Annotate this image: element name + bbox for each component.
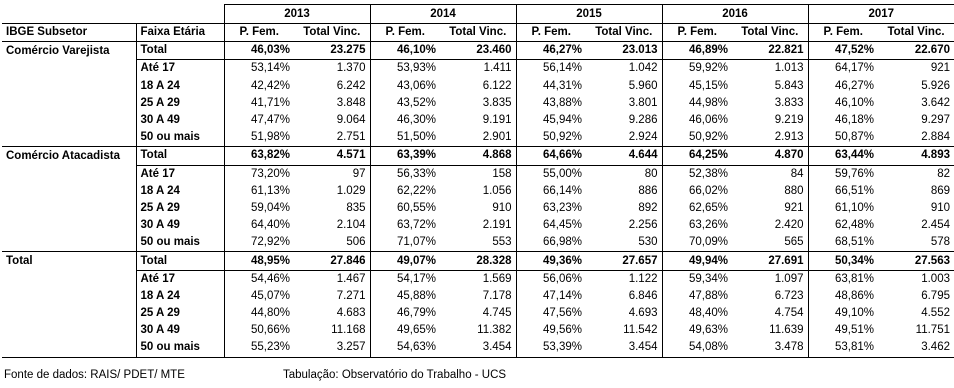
table-row [2,129,954,147]
p-fem-cell: 63,81% [808,270,878,288]
p-fem-cell: 48,86% [808,288,878,305]
p-fem-cell: 43,52% [370,95,440,112]
column-header-pfem: P. Fem. [224,24,294,42]
total-vinc-cell: 2.884 [878,129,954,147]
tabulation-note: Tabulação: Observatório do Trabalho - UCS [283,369,507,381]
p-fem-cell: 62,65% [662,200,732,217]
p-fem-cell: 70,09% [662,234,732,252]
total-vinc-cell: 4.552 [921,307,950,320]
faixa-etaria-cell: 30 A 49 [136,112,224,129]
total-vinc-cell: 910 [930,201,950,214]
total-vinc-cell: 506 [294,234,370,252]
total-vinc-cell: 1.029 [336,184,366,197]
column-header-subsetor: IBGE Subsetor [2,24,136,42]
total-vinc-cell: 1.411 [483,62,512,75]
total-vinc-cell: 4.754 [774,307,804,320]
total-vinc-cell: 9.219 [774,114,804,127]
section-total-row [2,147,954,165]
total-vinc-cell: 921 [784,201,804,214]
total-vinc-cell: 880 [784,184,804,197]
total-vinc-cell: 2.104 [336,219,366,232]
p-fem-cell: 46,18% [808,112,878,129]
year-header: 2016 [662,5,808,24]
total-vinc-cell: 27.846 [294,252,370,270]
faixa-etaria-cell: Total [136,252,224,270]
p-fem-cell: 59,34% [662,270,732,288]
total-vinc-cell: 9.064 [336,114,366,127]
p-fem-cell: 59,04% [224,200,294,217]
p-fem-cell: 54,63% [370,339,440,357]
total-vinc-cell: 1.003 [921,272,950,285]
p-fem-cell: 47,14% [516,288,586,305]
p-fem-cell: 71,07% [370,234,440,252]
p-fem-cell: 54,08% [662,339,732,357]
p-fem-cell: 45,15% [662,78,732,95]
total-vinc-cell: 1.013 [774,62,804,75]
column-header-total-vinc: Total Vinc. [294,24,370,42]
p-fem-cell: 43,88% [516,95,586,112]
column-header-row [2,24,954,42]
year-header-row [2,5,954,24]
total-vinc-cell: 11.751 [915,324,950,337]
p-fem-cell: 46,89% [662,42,732,60]
total-vinc-cell: 1.056 [482,184,512,197]
faixa-etaria-cell: 18 A 24 [136,183,224,200]
p-fem-cell: 64,25% [662,147,732,165]
total-vinc-cell: 2.913 [732,129,808,147]
p-fem-cell: 53,93% [370,60,440,78]
total-vinc-cell: 2.420 [774,219,804,232]
total-vinc-cell: 27.563 [878,252,954,270]
p-fem-cell: 51,98% [224,129,294,147]
column-header-total-vinc: Total Vinc. [878,24,954,42]
column-header-pfem: P. Fem. [370,24,440,42]
total-vinc-cell: 9.297 [921,114,950,127]
column-header-pfem: P. Fem. [516,24,586,42]
faixa-etaria-cell: Total [136,42,224,60]
faixa-etaria-cell: Até 17 [136,60,224,78]
total-vinc-cell: 7.271 [336,289,366,302]
total-vinc-cell: 835 [346,201,366,214]
total-vinc-cell: 27.691 [732,252,808,270]
p-fem-cell: 47,88% [662,288,732,305]
p-fem-cell: 46,30% [370,112,440,129]
table-row [2,78,954,95]
total-vinc-cell: 11.542 [623,324,658,337]
p-fem-cell: 44,98% [662,95,732,112]
p-fem-cell: 66,14% [516,183,586,200]
p-fem-cell: 48,40% [662,305,732,322]
faixa-etaria-cell: Até 17 [136,270,224,288]
column-header-pfem: P. Fem. [662,24,732,42]
faixa-etaria-cell: Até 17 [136,165,224,183]
year-header: 2015 [516,5,662,24]
total-vinc-cell: 6.242 [336,79,366,92]
p-fem-cell: 62,22% [370,183,440,200]
total-vinc-cell: 23.013 [586,42,662,60]
p-fem-cell: 63,72% [370,217,440,234]
p-fem-cell: 59,92% [662,60,732,78]
p-fem-cell: 66,02% [662,183,732,200]
total-vinc-cell: 910 [492,201,512,214]
total-vinc-cell: 9.286 [628,114,658,127]
total-vinc-cell: 4.868 [440,147,516,165]
p-fem-cell: 44,31% [516,78,586,95]
total-vinc-cell: 578 [878,234,954,252]
p-fem-cell: 72,92% [224,234,294,252]
table-row [2,322,954,339]
subsetor-name: Total [6,254,33,267]
total-vinc-cell: 892 [638,201,658,214]
faixa-etaria-cell: Total [136,147,224,165]
p-fem-cell: 46,79% [370,305,440,322]
total-vinc-cell: 1.370 [336,62,366,75]
p-fem-cell: 53,39% [516,339,586,357]
total-vinc-cell: 6.122 [482,79,512,92]
year-header: 2013 [224,5,370,24]
total-vinc-cell: 1.097 [774,272,804,285]
total-vinc-cell: 2.924 [586,129,662,147]
p-fem-cell: 46,27% [808,78,878,95]
table-row [2,288,954,305]
year-header: 2014 [370,5,516,24]
total-vinc-cell: 5.960 [628,79,658,92]
faixa-etaria-cell: 50 ou mais [136,339,224,357]
p-fem-cell: 73,20% [224,165,294,183]
faixa-etaria-cell: 25 A 29 [136,305,224,322]
total-vinc-cell: 3.478 [732,339,808,357]
p-fem-cell: 51,50% [370,129,440,147]
total-vinc-cell: 3.642 [921,96,950,109]
p-fem-cell: 50,92% [516,129,586,147]
table-row [2,270,954,288]
column-header-total-vinc: Total Vinc. [732,24,808,42]
total-vinc-cell: 2.454 [921,219,950,232]
p-fem-cell: 43,06% [370,78,440,95]
year-header: 2017 [808,5,954,24]
p-fem-cell: 49,10% [808,305,878,322]
total-vinc-cell: 82 [937,167,950,180]
total-vinc-cell: 3.454 [586,339,662,357]
faixa-etaria-cell: 18 A 24 [136,288,224,305]
p-fem-cell: 63,44% [808,147,878,165]
total-vinc-cell: 2.256 [628,219,658,232]
p-fem-cell: 64,17% [808,60,878,78]
p-fem-cell: 63,23% [516,200,586,217]
p-fem-cell: 49,51% [808,322,878,339]
table-row [2,165,954,183]
total-vinc-cell: 4.893 [878,147,954,165]
faixa-etaria-cell: 50 ou mais [136,234,224,252]
total-vinc-cell: 565 [732,234,808,252]
p-fem-cell: 66,51% [808,183,878,200]
p-fem-cell: 61,13% [224,183,294,200]
total-vinc-cell: 3.833 [774,96,804,109]
p-fem-cell: 46,03% [224,42,294,60]
p-fem-cell: 50,66% [224,322,294,339]
total-vinc-cell: 4.683 [336,307,366,320]
table-row [2,183,954,200]
total-vinc-cell: 11.639 [769,324,804,337]
p-fem-cell: 47,47% [224,112,294,129]
faixa-etaria-cell: 30 A 49 [136,322,224,339]
section-total-row [2,252,954,270]
total-vinc-cell: 2.191 [482,219,512,232]
p-fem-cell: 50,92% [662,129,732,147]
total-vinc-cell: 1.569 [482,272,512,285]
p-fem-cell: 54,46% [224,270,294,288]
total-vinc-cell: 97 [352,167,366,180]
p-fem-cell: 49,07% [370,252,440,270]
total-vinc-cell: 2.901 [440,129,516,147]
total-vinc-cell: 530 [586,234,662,252]
column-header-total-vinc: Total Vinc. [440,24,516,42]
column-header-pfem: P. Fem. [808,24,878,42]
p-fem-cell: 52,38% [662,165,732,183]
total-vinc-cell: 3.801 [628,96,658,109]
p-fem-cell: 63,39% [370,147,440,165]
total-vinc-cell: 84 [790,167,804,180]
table-row [2,95,954,112]
total-vinc-cell: 23.275 [294,42,370,60]
total-vinc-cell: 3.462 [878,339,954,357]
table-row [2,112,954,129]
p-fem-cell: 55,00% [516,165,586,183]
faixa-etaria-cell: 18 A 24 [136,78,224,95]
faixa-etaria-cell: 25 A 29 [136,95,224,112]
source-note: Fonte de dados: RAIS/ PDET/ MTE [4,369,185,381]
column-header-faixa: Faixa Etária [136,24,224,42]
total-vinc-cell: 4.571 [294,147,370,165]
p-fem-cell: 45,88% [370,288,440,305]
table-row [2,217,954,234]
total-vinc-cell: 11.382 [477,324,512,337]
faixa-etaria-cell: 25 A 29 [136,200,224,217]
table-row [2,200,954,217]
total-vinc-cell: 27.657 [586,252,662,270]
total-vinc-cell: 9.191 [482,114,512,127]
p-fem-cell: 49,65% [370,322,440,339]
table-row [2,234,954,252]
p-fem-cell: 53,81% [808,339,878,357]
p-fem-cell: 46,10% [370,42,440,60]
total-vinc-cell: 6.846 [628,289,658,302]
faixa-etaria-cell: 50 ou mais [136,129,224,147]
p-fem-cell: 60,55% [370,200,440,217]
total-vinc-cell: 6.723 [774,289,804,302]
total-vinc-cell: 4.870 [732,147,808,165]
p-fem-cell: 66,98% [516,234,586,252]
p-fem-cell: 46,10% [808,95,878,112]
p-fem-cell: 56,33% [370,165,440,183]
p-fem-cell: 44,80% [224,305,294,322]
p-fem-cell: 64,66% [516,147,586,165]
total-vinc-cell: 1.467 [336,272,366,285]
total-vinc-cell: 886 [638,184,658,197]
total-vinc-cell: 22.821 [732,42,808,60]
p-fem-cell: 55,23% [224,339,294,357]
p-fem-cell: 63,82% [224,147,294,165]
subsetor-name: Comércio Atacadista [6,149,120,162]
p-fem-cell: 46,27% [516,42,586,60]
total-vinc-cell: 921 [930,62,950,75]
p-fem-cell: 49,36% [516,252,586,270]
p-fem-cell: 50,87% [808,129,878,147]
section-total-row [2,42,954,60]
p-fem-cell: 49,94% [662,252,732,270]
p-fem-cell: 54,17% [370,270,440,288]
total-vinc-cell: 4.693 [628,307,658,320]
total-vinc-cell: 3.454 [440,339,516,357]
p-fem-cell: 45,94% [516,112,586,129]
table-body [2,42,954,357]
total-vinc-cell: 5.926 [921,79,950,92]
table-row [2,60,954,78]
p-fem-cell: 64,45% [516,217,586,234]
p-fem-cell: 61,10% [808,200,878,217]
p-fem-cell: 42,42% [224,78,294,95]
total-vinc-cell: 869 [930,184,950,197]
total-vinc-cell: 80 [644,167,658,180]
total-vinc-cell: 5.843 [774,79,804,92]
p-fem-cell: 63,26% [662,217,732,234]
table-row [2,305,954,322]
total-vinc-cell: 553 [440,234,516,252]
total-vinc-cell: 3.848 [336,96,366,109]
p-fem-cell: 49,63% [662,322,732,339]
column-header-total-vinc: Total Vinc. [586,24,662,42]
p-fem-cell: 49,56% [516,322,586,339]
total-vinc-cell: 6.795 [921,289,950,302]
total-vinc-cell: 1.042 [628,62,658,75]
p-fem-cell: 62,48% [808,217,878,234]
p-fem-cell: 48,95% [224,252,294,270]
total-vinc-cell: 22.670 [878,42,954,60]
total-vinc-cell: 11.168 [331,324,366,337]
p-fem-cell: 47,52% [808,42,878,60]
p-fem-cell: 46,06% [662,112,732,129]
p-fem-cell: 59,76% [808,165,878,183]
total-vinc-cell: 3.835 [482,96,512,109]
data-table [2,4,954,358]
p-fem-cell: 53,14% [224,60,294,78]
total-vinc-cell: 3.257 [294,339,370,357]
p-fem-cell: 68,51% [808,234,878,252]
total-vinc-cell: 4.644 [586,147,662,165]
total-vinc-cell: 23.460 [440,42,516,60]
p-fem-cell: 45,07% [224,288,294,305]
p-fem-cell: 56,06% [516,270,586,288]
p-fem-cell: 50,34% [808,252,878,270]
subsetor-name: Comércio Varejista [6,44,110,57]
total-vinc-cell: 158 [492,167,512,180]
p-fem-cell: 64,40% [224,217,294,234]
p-fem-cell: 41,71% [224,95,294,112]
total-vinc-cell: 28.328 [440,252,516,270]
total-vinc-cell: 7.178 [482,289,512,302]
p-fem-cell: 47,56% [516,305,586,322]
total-vinc-cell: 2.751 [294,129,370,147]
p-fem-cell: 56,14% [516,60,586,78]
total-vinc-cell: 4.745 [482,307,512,320]
total-vinc-cell: 1.122 [628,272,658,285]
faixa-etaria-cell: 30 A 49 [136,217,224,234]
table-row [2,339,954,357]
